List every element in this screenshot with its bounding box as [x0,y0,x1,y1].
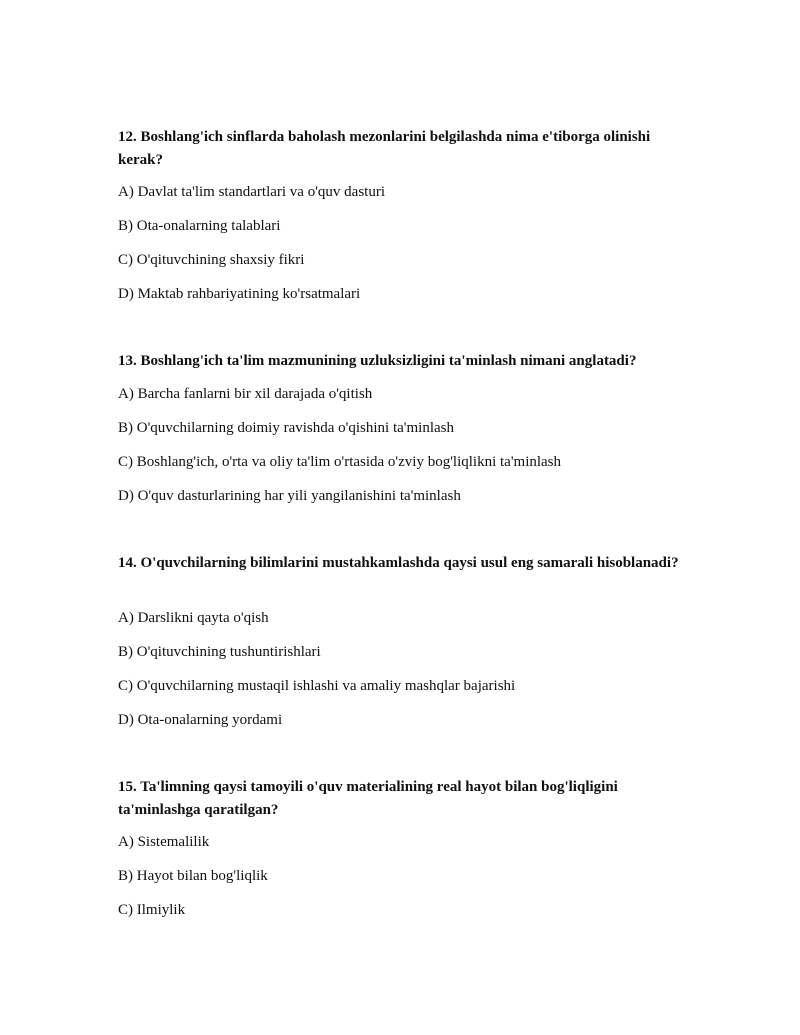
question-15 [118,776,688,918]
option-b: B) O'qituvchining tushuntirishlari [118,644,321,660]
question-title: 13. Boshlang'ich ta'lim mazmunining uzluksizligini ta'minlash nimani anglatadi? [118,353,637,369]
question-title: 15. Ta'limning qaysi tamoyili o'quv materialining real hayot bilan bog'liqligini ta'minlashga qaratilgan? [118,779,618,818]
option-a: A) Darslikni qayta o'qish [118,610,269,626]
question-12 [118,126,688,302]
question-14 [118,552,688,728]
question-13 [118,350,688,504]
option-d: D) Ota-onalarning yordami [118,712,283,728]
option-d: D) Maktab rahbariyatining ko'rsatmalari [118,286,361,302]
option-c: C) O'quvchilarning mustaqil ishlashi va amaliy mashqlar bajarishi [118,678,516,694]
question-title: 12. Boshlang'ich sinflarda baholash mezonlarini belgilashda nima e'tiborga olinishi kerak? [118,129,651,168]
question-title: 14. O'quvchilarning bilimlarini mustahkamlashda qaysi usul eng samarali hisoblanadi? [118,555,679,571]
option-c: C) O'qituvchining shaxsiy fikri [118,252,305,268]
option-c: C) Boshlang'ich, o'rta va oliy ta'lim o'rtasida o'zviy bog'liqlikni ta'minlash [118,454,562,470]
option-b: B) O'quvchilarning doimiy ravishda o'qishini ta'minlash [118,420,454,436]
option-c: C) Ilmiylik [118,902,186,918]
option-a: A) Barcha fanlarni bir xil darajada o'qitish [118,386,373,402]
option-a: A) Davlat ta'lim standartlari va o'quv dasturi [118,184,385,200]
option-b: B) Ota-onalarning talablari [118,218,281,234]
option-d: D) O'quv dasturlarining har yili yangilanishini ta'minlash [118,488,461,504]
option-b: B) Hayot bilan bog'liqlik [118,868,268,884]
option-a: A) Sistemalilik [118,834,210,850]
